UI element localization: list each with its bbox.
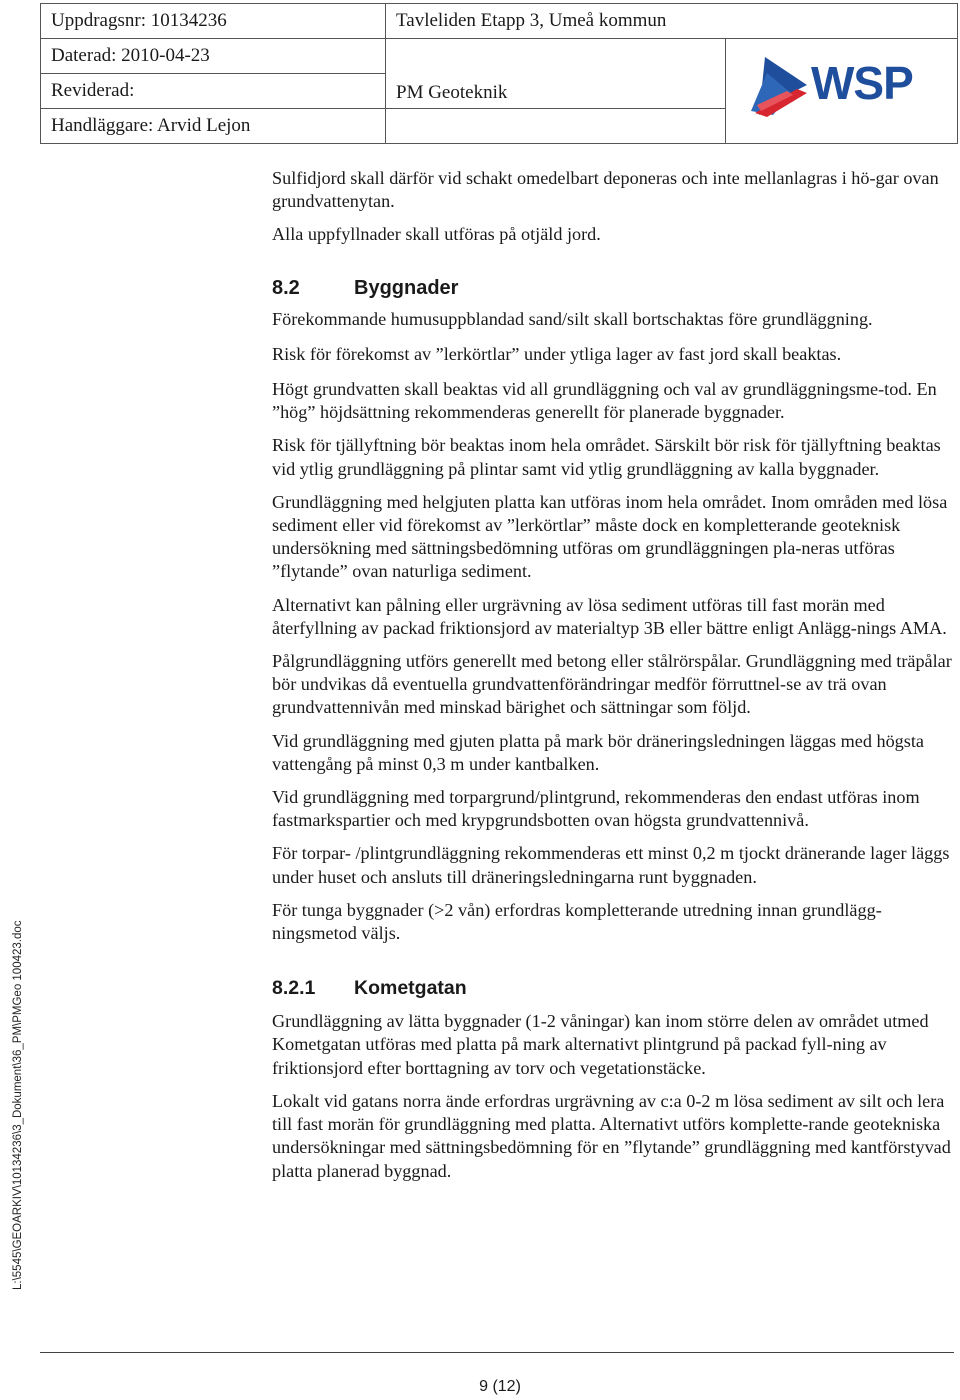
section-number: 8.2: [272, 276, 300, 299]
paragraph: Pålgrundläggning utförs generellt med betong eller stålrörspålar. Grundläggning med träpålar bör undvikas då eventuella grundvattenförändringar medför förruttnel-se av trä ovan grundvattennivån med minskad bärighet och sättningar som följd.: [272, 651, 952, 718]
paragraph: Lokalt vid gatans norra ände erfordras urgrävning av c:a 0-2 m lösa sediment av silt och lera till fast morän för grundläggning med platta. Alternativt utförs komplette-rande geotekniska undersökningar med sättningsbedömning för en ”flytande” grundläggning med kantförstyvad platta planerad byggnad.: [272, 1090, 951, 1181]
wsp-logo: [747, 53, 937, 123]
paragraph: Vid grundläggning med torpargrund/plintgrund, rekommenderas den endast utföras inom fastmarkspartier och med krypgrundsbotten ovan högsta grundvattennivå.: [272, 787, 920, 831]
document-type-label: PM Geoteknik: [396, 82, 508, 103]
document-type: [386, 39, 726, 109]
logo-wordmark: WSP: [810, 57, 913, 109]
section-title: Byggnader: [354, 276, 459, 299]
paragraph: Grundläggning av lätta byggnader (1-2 våningar) kan inom större delen av området utmed Kometgatan utföras med platta på mark alternativt plintgrund på packad fyll-ning av friktionsjord efter borttagning av torv och vegetationstäcke.: [272, 1011, 929, 1078]
assignment-number: Uppdragsnr: 10134236: [41, 4, 386, 39]
logo-mark-icon: [751, 57, 807, 117]
empty-cell: [386, 109, 726, 144]
footer-divider: [40, 1352, 954, 1353]
subsection-number: 8.2.1: [272, 977, 316, 1000]
document-body: [272, 167, 952, 1193]
paragraph: Risk för förekomst av ”lerkörtlar” under ytliga lager av fast jord skall beaktas.: [272, 343, 842, 364]
paragraph: Förekommande humusuppblandad sand/silt skall bortschaktas före grundläggning.: [272, 308, 873, 329]
handler: Handläggare: Arvid Lejon: [41, 109, 386, 144]
file-path: L:\5545\GEOARKIV\10134236\3_Dokument\36_PM\PMGeo 100423.doc: [12, 920, 24, 1290]
section-heading: [272, 277, 952, 300]
paragraph: För torpar- /plintgrundläggning rekommenderas ett minst 0,2 m tjockt dränerande lager läggs under huset och ansluts till dräneringsledningarna runt byggnaden.: [272, 843, 950, 887]
paragraph: Grundläggning med helgjuten platta kan utföras inom hela området. Inom områden med lösa sediment eller vid förekomst av ”lerkörtlar” måste dock en kompletterande geoteknisk undersökning med sättningsbedömning utföras om grundläggningen pla-neras utföras ”flytande” ovan naturliga sediment.: [272, 491, 948, 582]
paragraph: Alla uppfyllnader skall utföras på otjäld jord.: [272, 224, 601, 245]
paragraph: Alternativt kan pålning eller urgrävning av lösa sediment utföras till fast morän med återfyllning av packad friktionsjord av materialtyp 3B eller bättre enligt Anlägg-nings AMA.: [272, 594, 947, 638]
logo-cell: [726, 39, 958, 144]
page-number: 9 (12): [479, 1378, 521, 1395]
paragraph: För tunga byggnader (>2 vån) erfordras kompletterande utredning innan grundlägg-ningsmetod väljs.: [272, 899, 882, 944]
document-header: [40, 3, 958, 144]
subsection-title: Kometgatan: [354, 977, 467, 1000]
paragraph: Högt grundvatten skall beaktas vid all grundläggning och val av grundläggningsme-tod. En ”hög” höjdsättning rekommenderas generellt för planerade byggnader.: [272, 379, 937, 423]
project-name: Tavleliden Etapp 3, Umeå kommun: [386, 4, 958, 39]
revised: Reviderad:: [41, 74, 386, 109]
paragraph: Sulfidjord skall därför vid schakt omedelbart deponeras och inte mellanlagras i hö-gar ovan grundvattenytan.: [272, 168, 939, 212]
date: Daterad: 2010-04-23: [41, 39, 386, 74]
paragraph: Vid grundläggning med gjuten platta på mark bör dräneringsledningen läggas med högsta vattengång på minst 0,3 m under kantbalken.: [272, 730, 924, 774]
paragraph: Risk för tjällyftning bör beaktas inom hela området. Särskilt bör risk för tjällyftning beaktas vid ytlig grundläggning på plintar samt vid ytlig grundläggning av kalla byggnader.: [272, 435, 941, 479]
subsection-heading: [272, 977, 952, 1000]
